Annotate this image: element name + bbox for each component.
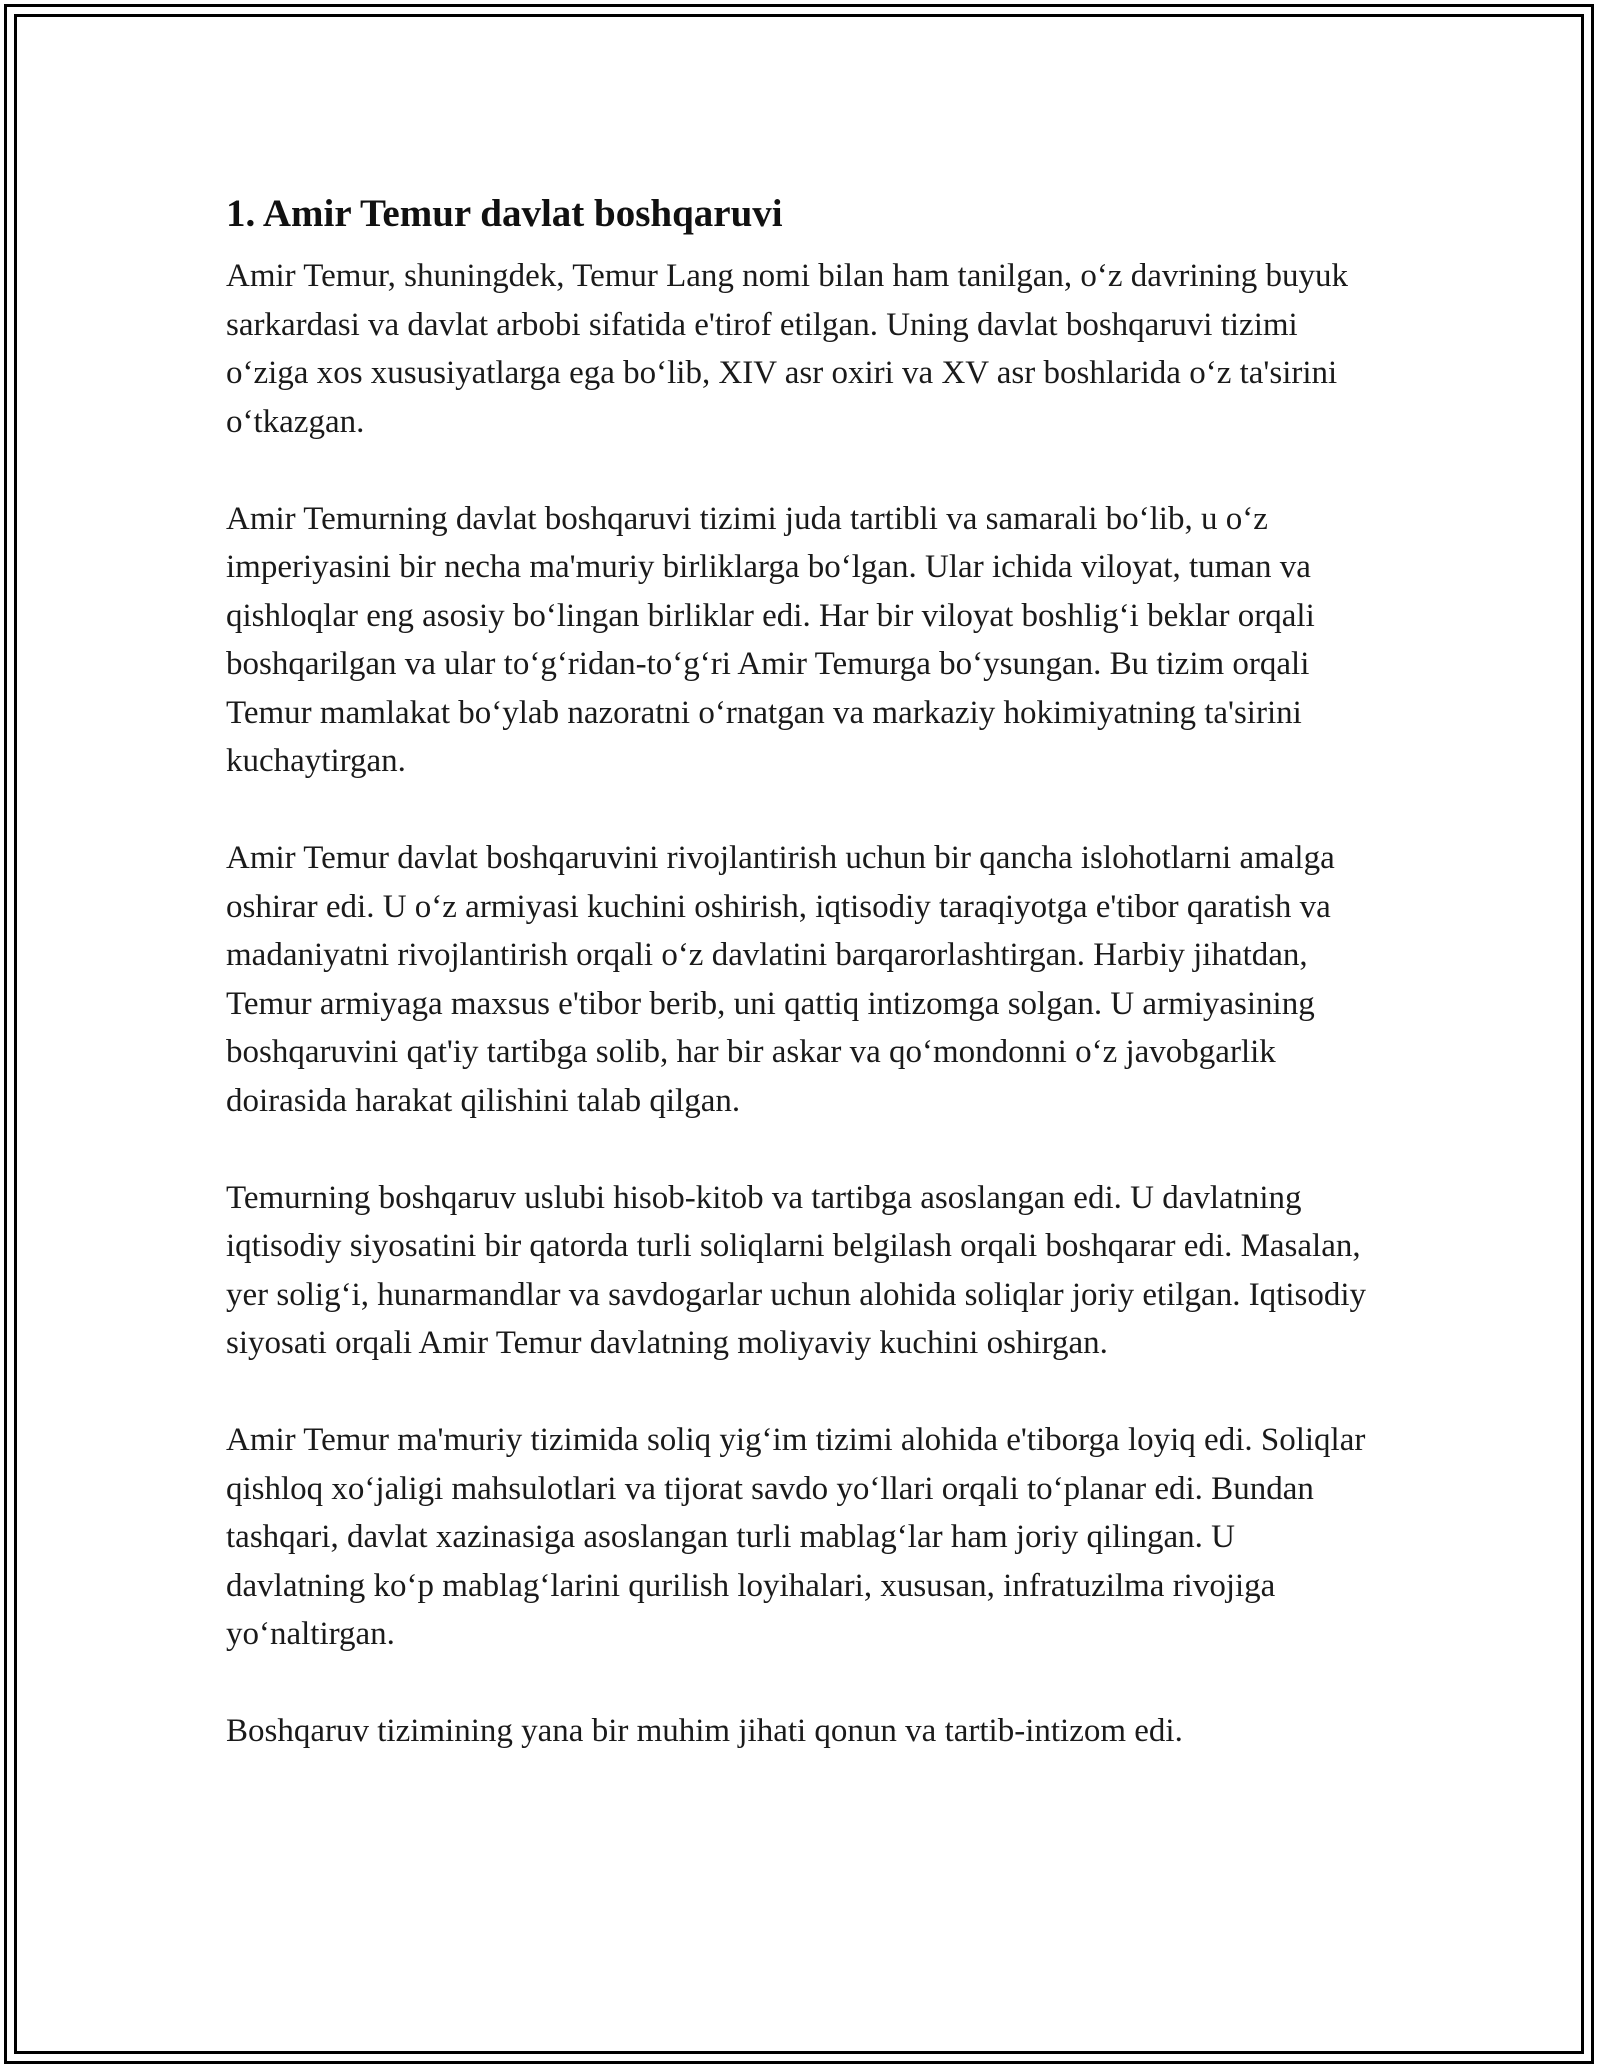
paragraph-reforms: Amir Temur davlat boshqaruvini rivojlantirish uchun bir qancha islohotlarni amalga oshirar edi. U o‘z armiyasi kuchini oshirish, iqtisodiy taraqiyotga e'tibor qaratish va madaniyatni rivojlantirish orqali o‘z davlatini barqarorlashtirgan. Harbiy jihatdan, Temur armiyaga maxsus e'tibor berib, uni qattiq intizomga solgan. U armiyasining boshqaruvini qat'iy tartibga solib, har bir askar va qo‘mondonni o‘z javobgarlik doirasida harakat qilishini talab qilgan.: [226, 840, 1335, 1119]
paragraph-economic-policy: Temurning boshqaruv uslubi hisob-kitob va tartibga asoslangan edi. U davlatning iqtisodiy siyosatini bir qatorda turli soliqlarni belgilash orqali boshqarar edi. Masalan, yer solig‘i, hunarmandlar va savdogarlar uchun alohida soliqlar joriy etilgan. Iqtisodiy siyosati orqali Amir Temur davlatning moliyaviy kuchini oshirgan.: [226, 1179, 1367, 1361]
section-heading: 1. Amir Temur davlat boshqaruvi: [226, 192, 783, 235]
document-body: [226, 182, 1376, 1804]
paragraph-law-order: Boshqaruv tizimining yana bir muhim jihati qonun va tartib-intizom edi.: [226, 1713, 1183, 1749]
paragraph-administrative-units: Amir Temurning davlat boshqaruvi tizimi juda tartibli va samarali bo‘lib, u o‘z imperiyasini bir necha ma'muriy birliklarga bo‘lgan. Ular ichida viloyat, tuman va qishloqlar eng asosiy bo‘lingan birliklar edi. Har bir viloyat boshlig‘i beklar orqali boshqarilgan va ular to‘g‘ridan-to‘g‘ri Amir Temurga bo‘ysungan. Bu tizim orqali Temur mamlakat bo‘ylab nazoratni o‘rnatgan va markaziy hokimiyatning ta'sirini kuchaytirgan.: [226, 500, 1315, 779]
paragraph-tax-collection: Amir Temur ma'muriy tizimida soliq yig‘im tizimi alohida e'tiborga loyiq edi. Soliqlar qishloq xo‘jaligi mahsulotlari va tijorat savdo yo‘llari orqali to‘planar edi. Bundan tashqari, davlat xazinasiga asoslangan turli mablag‘lar ham joriy qilingan. U davlatning ko‘p mablag‘larini qurilish loyihalari, xususan, infratuzilma rivojiga yo‘naltirgan.: [226, 1422, 1366, 1652]
paragraph-intro: Amir Temur, shuningdek, Temur Lang nomi bilan ham tanilgan, o‘z davrining buyuk sarkardasi va davlat arbobi sifatida e'tirof etilgan. Uning davlat boshqaruvi tizimi o‘ziga xos xususiyatlarga ega bo‘lib, XIV asr oxiri va XV asr boshlarida o‘z ta'sirini o‘tkazgan.: [226, 258, 1348, 440]
